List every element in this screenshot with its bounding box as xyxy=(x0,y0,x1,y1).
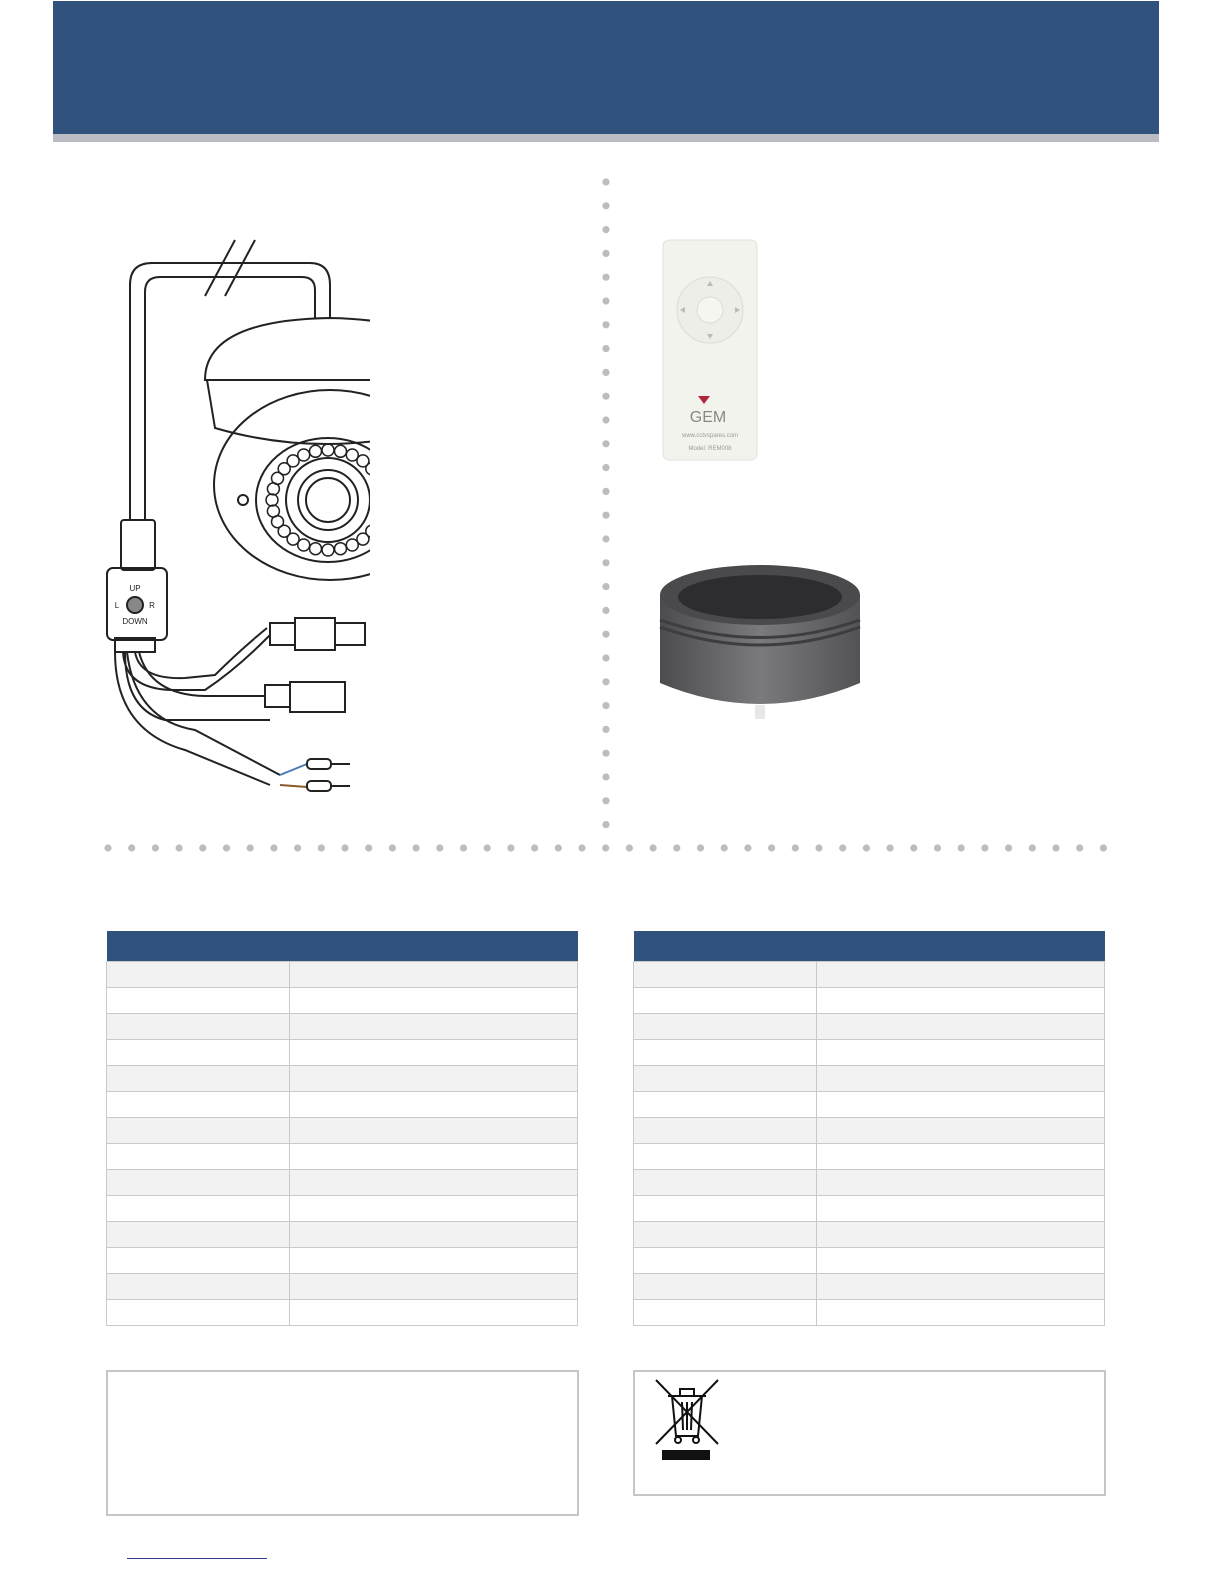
divider-dot xyxy=(626,844,633,851)
divider-dot xyxy=(1005,844,1012,851)
ir-led xyxy=(267,505,279,517)
divider-dot xyxy=(578,844,585,851)
spec-row xyxy=(107,1092,578,1118)
spec-key-cell xyxy=(107,962,290,988)
divider-dot xyxy=(247,844,254,851)
spec-row xyxy=(107,1014,578,1040)
notice-box-left xyxy=(106,1370,579,1516)
spec-key-cell xyxy=(634,1040,817,1066)
vertical-dotted-divider xyxy=(601,177,611,832)
ir-led xyxy=(335,543,347,555)
ir-led xyxy=(310,445,322,457)
divider-dot xyxy=(602,631,609,638)
divider-dot xyxy=(602,512,609,519)
spec-row xyxy=(107,1274,578,1300)
spec-key-cell xyxy=(107,1144,290,1170)
divider-dot xyxy=(602,797,609,804)
weee-crossed-bin-icon xyxy=(654,1378,720,1462)
spec-row xyxy=(107,1066,578,1092)
divider-dot xyxy=(1100,844,1107,851)
spec-key-cell xyxy=(634,1248,817,1274)
ir-led xyxy=(335,445,347,457)
divider-dot xyxy=(389,844,396,851)
divider-dot xyxy=(602,750,609,757)
divider-dot xyxy=(602,773,609,780)
divider-dot xyxy=(887,844,894,851)
divider-dot xyxy=(839,844,846,851)
divider-dot xyxy=(792,844,799,851)
divider-dot xyxy=(436,844,443,851)
divider-dot xyxy=(555,844,562,851)
spec-key-cell xyxy=(107,1092,290,1118)
spec-key-cell xyxy=(107,1300,290,1326)
divider-dot xyxy=(176,844,183,851)
spec-table-right xyxy=(633,931,1105,1326)
spec-value-cell xyxy=(290,1274,578,1300)
divider-dot xyxy=(602,250,609,257)
spec-row xyxy=(634,1014,1105,1040)
divider-dot xyxy=(602,393,609,400)
divider-dot xyxy=(602,440,609,447)
divider-dot xyxy=(104,844,111,851)
divider-dot xyxy=(602,702,609,709)
spec-value-cell xyxy=(290,1118,578,1144)
divider-dot xyxy=(270,844,277,851)
spec-value-cell xyxy=(817,988,1105,1014)
spec-key-cell xyxy=(634,1170,817,1196)
junction-box-image xyxy=(655,555,865,730)
divider-dot xyxy=(863,844,870,851)
spec-row xyxy=(107,1040,578,1066)
spec-value-cell xyxy=(817,962,1105,988)
spec-value-cell xyxy=(290,1222,578,1248)
spec-key-cell xyxy=(634,1274,817,1300)
ir-led xyxy=(310,543,322,555)
footer-rule xyxy=(127,1558,267,1559)
spec-table-left xyxy=(106,931,578,1326)
spec-value-cell xyxy=(290,988,578,1014)
divider-dot xyxy=(602,844,609,851)
ir-led xyxy=(322,444,334,456)
spec-key-cell xyxy=(634,1014,817,1040)
ir-led xyxy=(346,539,358,551)
divider-dot xyxy=(602,226,609,233)
spec-row xyxy=(634,1300,1105,1326)
control-right-label: R xyxy=(149,601,155,610)
spec-key-cell xyxy=(107,1196,290,1222)
divider-dot xyxy=(981,844,988,851)
remote-control-image xyxy=(660,238,760,488)
spec-value-cell xyxy=(817,1196,1105,1222)
spec-row xyxy=(634,1196,1105,1222)
divider-dot xyxy=(1076,844,1083,851)
spec-row xyxy=(107,1118,578,1144)
spec-value-cell xyxy=(290,1144,578,1170)
divider-dot xyxy=(721,844,728,851)
spec-row xyxy=(634,1040,1105,1066)
remote-brand: GEM xyxy=(689,409,727,426)
divider-dot xyxy=(910,844,917,851)
divider-dot xyxy=(602,726,609,733)
spec-key-cell xyxy=(634,1222,817,1248)
divider-dot xyxy=(768,844,775,851)
spec-key-cell xyxy=(634,1300,817,1326)
spec-row xyxy=(634,1144,1105,1170)
divider-dot xyxy=(1052,844,1059,851)
spec-key-cell xyxy=(107,1248,290,1274)
divider-dot xyxy=(650,844,657,851)
divider-dot xyxy=(934,844,941,851)
spec-value-cell xyxy=(290,1300,578,1326)
spec-row xyxy=(107,1222,578,1248)
spec-key-cell xyxy=(634,1118,817,1144)
spec-value-cell xyxy=(290,1196,578,1222)
divider-dot xyxy=(602,369,609,376)
spec-key-cell xyxy=(634,1066,817,1092)
divider-dot xyxy=(602,202,609,209)
spec-value-cell xyxy=(290,962,578,988)
spec-row xyxy=(107,1300,578,1326)
divider-dot xyxy=(815,844,822,851)
spec-row xyxy=(107,1170,578,1196)
spec-value-cell xyxy=(290,1014,578,1040)
spec-value-cell xyxy=(817,1144,1105,1170)
divider-dot xyxy=(602,416,609,423)
header-band xyxy=(53,1,1159,134)
ir-led xyxy=(266,494,278,506)
divider-dot xyxy=(697,844,704,851)
horizontal-dotted-divider xyxy=(103,843,1109,853)
spec-row xyxy=(634,1092,1105,1118)
control-down-label: DOWN xyxy=(122,617,148,626)
spec-value-cell xyxy=(817,1300,1105,1326)
spec-row xyxy=(634,1118,1105,1144)
control-up-label: UP xyxy=(129,584,141,593)
spec-value-cell xyxy=(817,1274,1105,1300)
spec-key-cell xyxy=(634,1196,817,1222)
spec-row xyxy=(634,1222,1105,1248)
divider-dot xyxy=(602,583,609,590)
spec-value-cell xyxy=(290,1066,578,1092)
remote-website: www.cctvspares.com xyxy=(681,433,739,439)
divider-dot xyxy=(152,844,159,851)
ir-led xyxy=(298,449,310,461)
divider-dot xyxy=(531,844,538,851)
divider-dot xyxy=(223,844,230,851)
ir-led xyxy=(366,463,370,475)
divider-dot xyxy=(602,321,609,328)
camera-wiring-diagram xyxy=(95,230,370,810)
divider-dot xyxy=(602,345,609,352)
spec-row xyxy=(634,988,1105,1014)
spec-value-cell xyxy=(290,1170,578,1196)
divider-dot xyxy=(1029,844,1036,851)
spec-row xyxy=(107,988,578,1014)
divider-dot xyxy=(484,844,491,851)
divider-dot xyxy=(602,274,609,281)
spec-row xyxy=(634,1170,1105,1196)
divider-dot xyxy=(128,844,135,851)
spec-row xyxy=(634,1274,1105,1300)
spec-value-cell xyxy=(817,1014,1105,1040)
spec-key-cell xyxy=(634,1092,817,1118)
divider-dot xyxy=(602,821,609,828)
spec-value-cell xyxy=(817,1170,1105,1196)
spec-key-cell xyxy=(107,1222,290,1248)
spec-value-cell xyxy=(817,1066,1105,1092)
divider-dot xyxy=(958,844,965,851)
divider-dot xyxy=(199,844,206,851)
header-shadow xyxy=(53,134,1159,142)
divider-dot xyxy=(602,488,609,495)
divider-dot xyxy=(602,654,609,661)
divider-dot xyxy=(341,844,348,851)
spec-value-cell xyxy=(817,1040,1105,1066)
spec-key-cell xyxy=(107,1170,290,1196)
divider-dot xyxy=(602,559,609,566)
divider-dot xyxy=(673,844,680,851)
spec-row xyxy=(107,1196,578,1222)
spec-value-cell xyxy=(817,1092,1105,1118)
divider-dot xyxy=(602,297,609,304)
spec-value-cell xyxy=(290,1092,578,1118)
divider-dot xyxy=(318,844,325,851)
spec-key-cell xyxy=(107,1066,290,1092)
ir-led xyxy=(322,544,334,556)
spec-key-cell xyxy=(634,962,817,988)
spec-table-left-header xyxy=(107,931,578,962)
spec-row xyxy=(107,962,578,988)
spec-key-cell xyxy=(634,1144,817,1170)
spec-key-cell xyxy=(107,1014,290,1040)
divider-dot xyxy=(294,844,301,851)
spec-row xyxy=(107,1144,578,1170)
spec-row xyxy=(634,1248,1105,1274)
divider-dot xyxy=(460,844,467,851)
divider-dot xyxy=(602,464,609,471)
spec-row xyxy=(634,1066,1105,1092)
spec-value-cell xyxy=(817,1222,1105,1248)
divider-dot xyxy=(507,844,514,851)
spec-key-cell xyxy=(107,1118,290,1144)
divider-dot xyxy=(602,178,609,185)
spec-key-cell xyxy=(107,988,290,1014)
spec-key-cell xyxy=(107,1040,290,1066)
divider-dot xyxy=(365,844,372,851)
spec-row xyxy=(634,962,1105,988)
divider-dot xyxy=(602,678,609,685)
spec-row xyxy=(107,1248,578,1274)
divider-dot xyxy=(413,844,420,851)
divider-dot xyxy=(602,607,609,614)
spec-value-cell xyxy=(290,1248,578,1274)
control-left-label: L xyxy=(114,601,120,610)
spec-value-cell xyxy=(290,1040,578,1066)
remote-model: Model: REM008 xyxy=(688,446,732,452)
divider-dot xyxy=(744,844,751,851)
spec-key-cell xyxy=(634,988,817,1014)
spec-value-cell xyxy=(817,1118,1105,1144)
spec-key-cell xyxy=(107,1274,290,1300)
spec-value-cell xyxy=(817,1248,1105,1274)
divider-dot xyxy=(602,535,609,542)
spec-table-right-header xyxy=(634,931,1105,962)
